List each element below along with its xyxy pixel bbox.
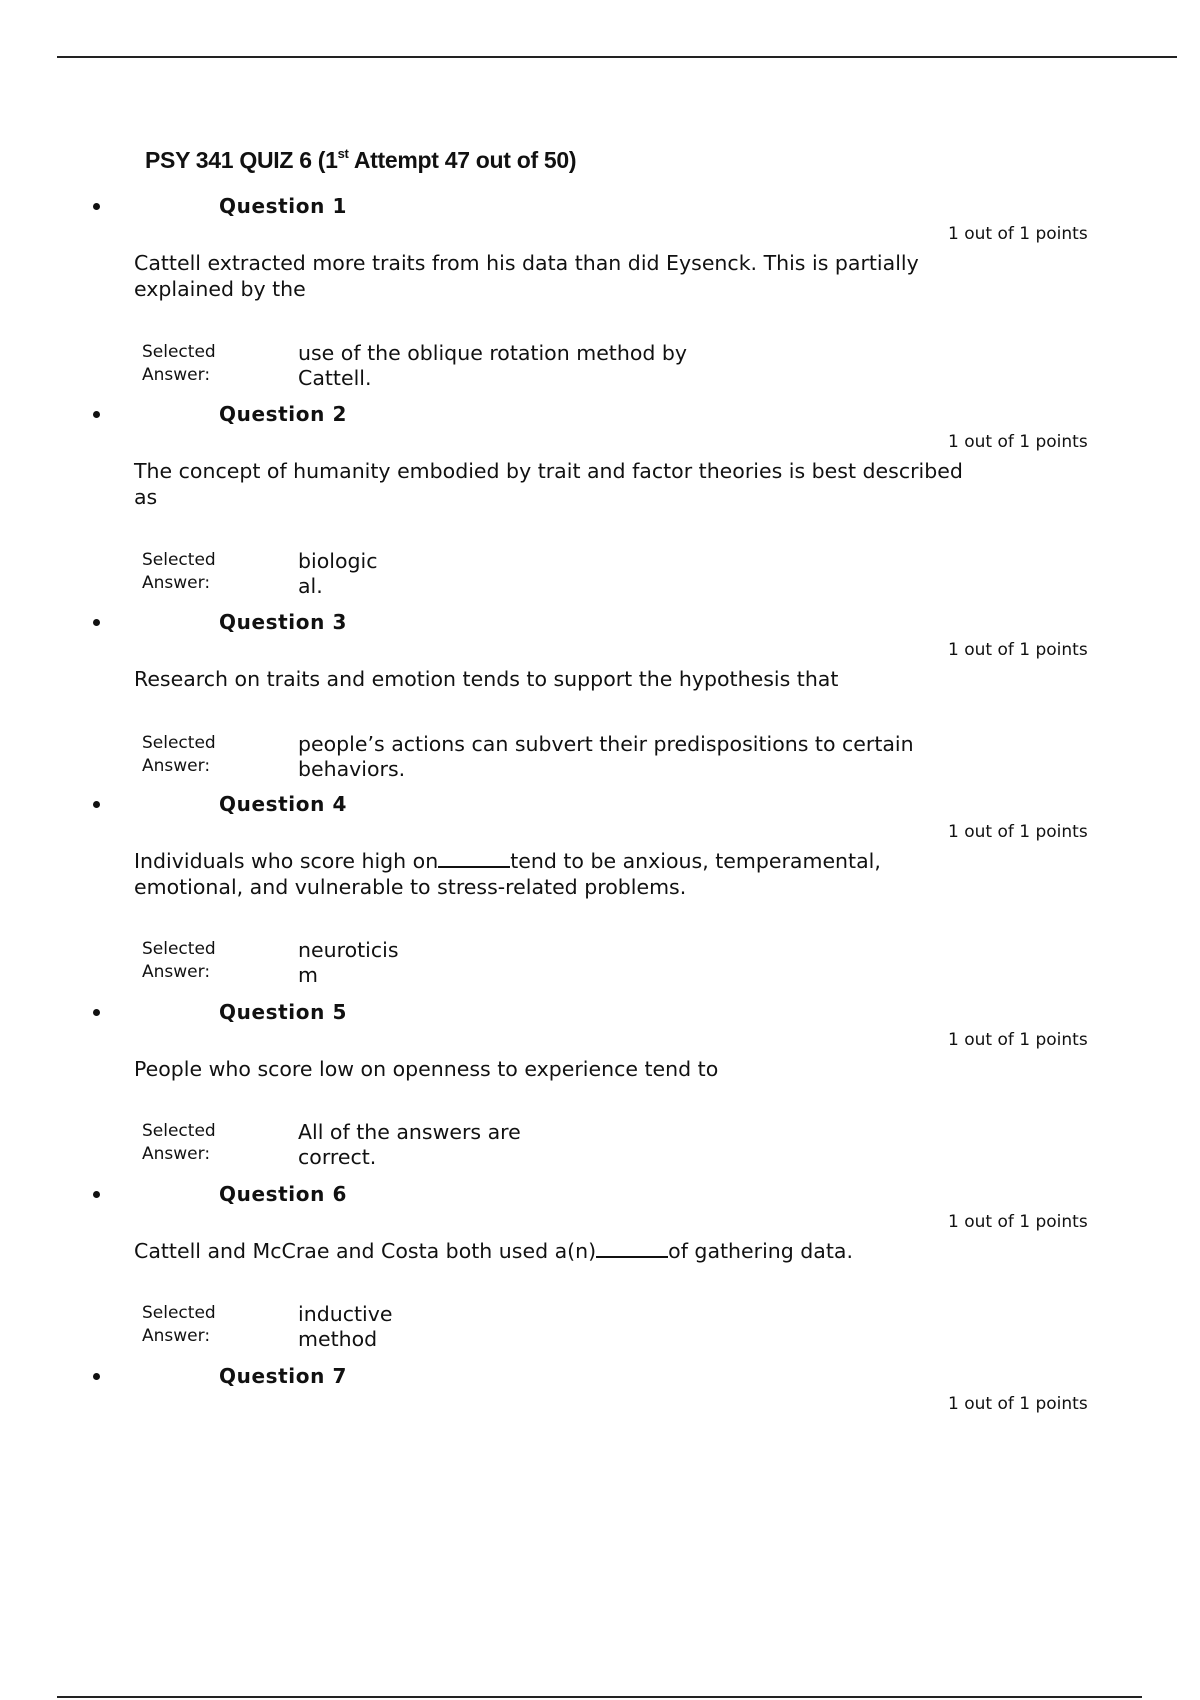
selected-answer: biologic al. (298, 549, 378, 598)
answer-blank (438, 852, 510, 868)
page-title: PSY 341 QUIZ 6 (1st Attempt 47 out of 50) (145, 146, 577, 173)
bullet-icon (93, 619, 100, 626)
bullet-icon (93, 1373, 100, 1380)
selected-answer-label: Selected Answer: (142, 342, 216, 385)
question-text: The concept of humanity embodied by trait and factor theories is best described as (134, 459, 963, 509)
bottom-rule (57, 1696, 1142, 1698)
question-points: 1 out of 1 points (948, 432, 1088, 452)
question-heading: Question 3 (219, 610, 347, 634)
answer-blank (596, 1242, 668, 1258)
question-heading: Question 1 (219, 194, 347, 218)
selected-answer-label: Selected Answer: (142, 1303, 216, 1346)
selected-answer: people’s actions can subvert their predispositions to certain behaviors. (298, 732, 914, 781)
bullet-icon (93, 801, 100, 808)
question-heading: Question 7 (219, 1364, 347, 1388)
bullet-icon (93, 411, 100, 418)
question-heading: Question 4 (219, 792, 347, 816)
selected-answer: neuroticis m (298, 938, 399, 987)
question-text: Cattell and McCrae and Costa both used a(n) of gathering data. (134, 1239, 853, 1263)
selected-answer-label: Selected Answer: (142, 939, 216, 982)
selected-answer-label: Selected Answer: (142, 1121, 216, 1164)
question-points: 1 out of 1 points (948, 1394, 1088, 1414)
question-heading: Question 2 (219, 402, 347, 426)
question-points: 1 out of 1 points (948, 224, 1088, 244)
question-points: 1 out of 1 points (948, 1030, 1088, 1050)
question-heading: Question 5 (219, 1000, 347, 1024)
question-text: Research on traits and emotion tends to support the hypothesis that (134, 667, 839, 691)
bullet-icon (93, 1009, 100, 1016)
bullet-icon (93, 203, 100, 210)
question-text: Individuals who score high on tend to be anxious, temperamental, emotional, and vulnerable to stress-related problems. (134, 849, 881, 899)
question-points: 1 out of 1 points (948, 822, 1088, 842)
question-points: 1 out of 1 points (948, 1212, 1088, 1232)
question-text: People who score low on openness to experience tend to (134, 1057, 719, 1081)
selected-answer: All of the answers are correct. (298, 1120, 521, 1169)
selected-answer-label: Selected Answer: (142, 733, 216, 776)
selected-answer-label: Selected Answer: (142, 550, 216, 593)
question-heading: Question 6 (219, 1182, 347, 1206)
question-text: Cattell extracted more traits from his data than did Eysenck. This is partially explained by the (134, 251, 919, 301)
top-rule (57, 56, 1177, 58)
question-points: 1 out of 1 points (948, 640, 1088, 660)
selected-answer: inductive method (298, 1302, 393, 1351)
bullet-icon (93, 1191, 100, 1198)
selected-answer: use of the oblique rotation method by Cattell. (298, 341, 688, 390)
